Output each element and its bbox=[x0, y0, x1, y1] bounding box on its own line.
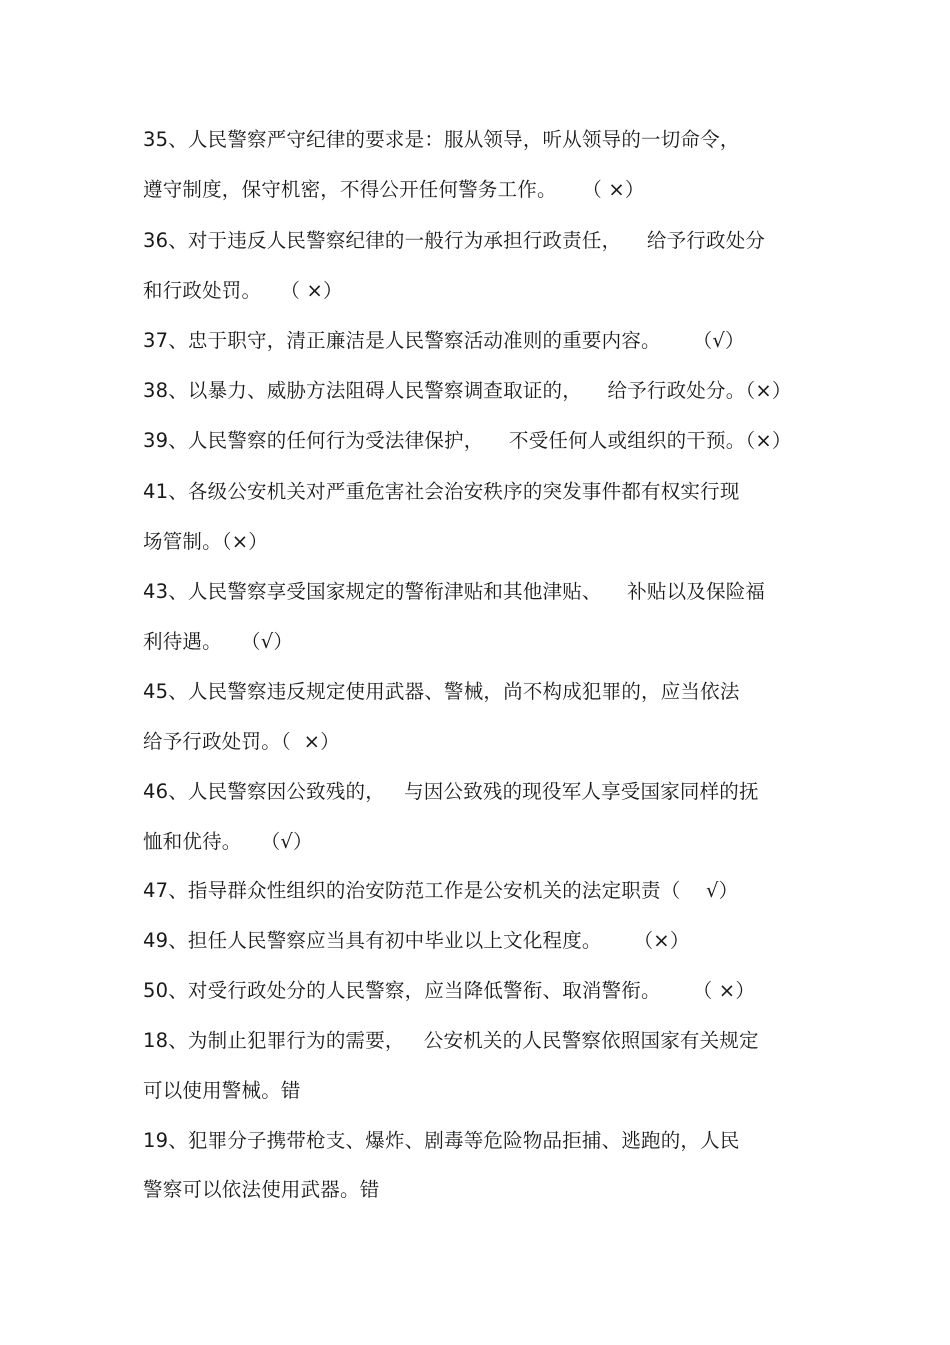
text-line-q45-a: 45、人民警察违反规定使用武器、警械，尚不构成犯罪的，应当依法 bbox=[143, 680, 740, 703]
text-line-q41-b: 场管制。（×） bbox=[143, 530, 268, 553]
text-line-q47: 47、指导群众性组织的治安防范工作是公安机关的法定职责（ √） bbox=[143, 879, 739, 902]
text-line-q41-a: 41、各级公安机关对严重危害社会治安秩序的突发事件都有权实行现 bbox=[143, 480, 740, 503]
text-line-q18-b: 可以使用警械。错 bbox=[143, 1079, 301, 1102]
text-line-q36-a: 36、对于违反人民警察纪律的一般行为承担行政责任， 给予行政处分 bbox=[143, 229, 766, 252]
text-line-q46-a: 46、人民警察因公致残的， 与因公致残的现役军人享受国家同样的抚 bbox=[143, 780, 759, 803]
text-line-q35-b: 遵守制度，保守机密，不得公开任何警务工作。 （ ×） bbox=[143, 178, 645, 201]
text-line-q35-a: 35、人民警察严守纪律的要求是：服从领导，听从领导的一切命令， bbox=[143, 128, 740, 151]
text-line-q46-b: 恤和优待。 （√） bbox=[143, 830, 313, 853]
text-line-q50: 50、对受行政处分的人民警察，应当降低警衔、取消警衔。 （ ×） bbox=[143, 979, 756, 1002]
text-line-q36-b: 和行政处罚。 （ ×） bbox=[143, 279, 343, 302]
text-line-q49: 49、担任人民警察应当具有初中毕业以上文化程度。 （×） bbox=[143, 929, 690, 952]
text-line-q39: 39、人民警察的任何行为受法律保护， 不受任何人或组织的干预。（×） bbox=[143, 429, 792, 452]
text-line-q18-a: 18、为制止犯罪行为的需要， 公安机关的人民警察依照国家有关规定 bbox=[143, 1029, 759, 1052]
text-line-q38: 38、以暴力、威胁方法阻碍人民警察调查取证的， 给予行政处分。（×） bbox=[143, 379, 792, 402]
text-line-q43-b: 利待遇。 （√） bbox=[143, 630, 294, 653]
text-line-q19-b: 警察可以依法使用武器。错 bbox=[143, 1178, 380, 1201]
text-line-q45-b: 给予行政处罚。（ ×） bbox=[143, 730, 340, 753]
text-line-q19-a: 19、犯罪分子携带枪支、爆炸、剧毒等危险物品拒捕、逃跑的，人民 bbox=[143, 1129, 740, 1152]
text-line-q37: 37、忠于职守，清正廉洁是人民警察活动准则的重要内容。 （√） bbox=[143, 329, 745, 352]
text-line-q43-a: 43、人民警察享受国家规定的警衔津贴和其他津贴、 补贴以及保险福 bbox=[143, 580, 766, 603]
